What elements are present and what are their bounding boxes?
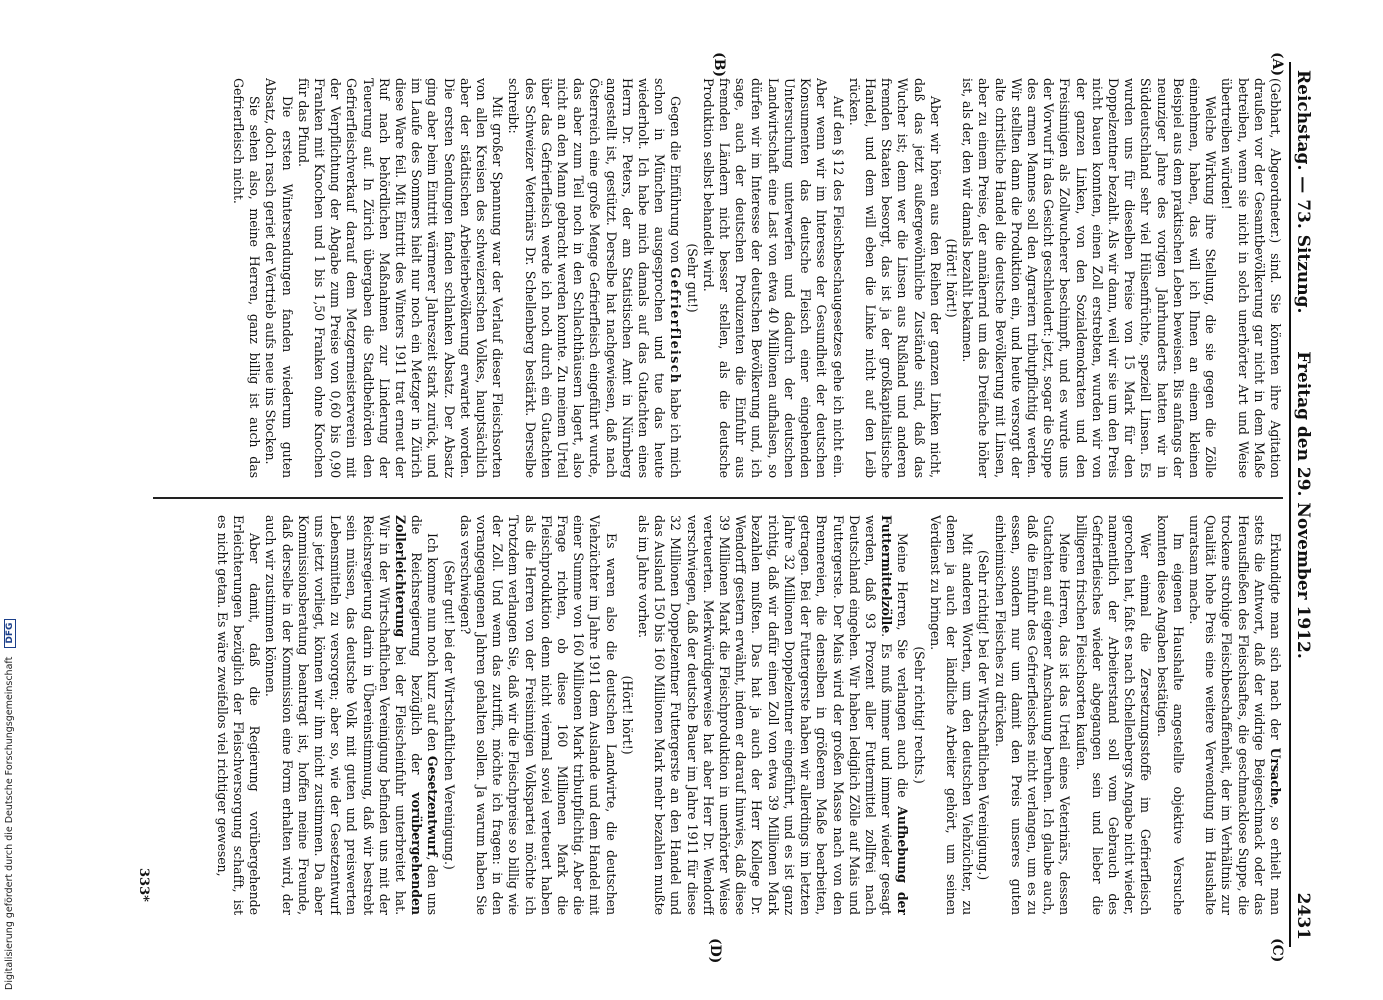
paragraph: Es waren also die deutschen Landwirte, die deutschen Viehzüchter im Jahre 1911 dem Auslande und dem Handel mit einer Summe von 160 Millionen Mark tributpflichtig. Aber die Frage richten, ob diese 160 Millionen Mark die Fleischproduktion denn nicht viermal soviel verteuert haben als die Herren von der Freisinnigen Volkspartei möchte ich Trotzdem verlangen Sie, daß wir die Fleischpreise so billig wie der Zoll. Und wenn das zutrifft, möchte ich fragen: in den vorangegangenen Jahren gehalten sollen. Ja warum haben Sie das verschwiegen? xyxy=(457,515,619,915)
paragraph: Aber damit, daß die Regierung vorübergehende Erleichterungen bezüglich der Fleischversorgung schafft, ist es nicht getan. Es wäre zweifellos viel richtiger gewesen, xyxy=(214,515,263,915)
paragraph: Mit großer Spannung war der Verlauf dieser Fleischsorten von allen Kreisen des schweizerischen Volkes, hauptsächlich aber der städtischen Arbeiterbevölkerung erwartet worden. Die ersten Sendungen fanden schlanken Absatz. Der Absatz ging aber beim Eintritt wärmerer Jahreszeit stark zurück, und im Laufe des Sommers hielt nur noch ein Metzger in Zürich diese Ware feil. Mit Eintritt des Winters 1911 trat erneut der Ruf nach behördlichen Maßnahmen zur Linderung der Teuerung auf. In Zürich übergaben die Stadtbehörden den Gefrierfleischverkauf darauf dem Metzgermeisterverein mit der Verpflichtung der Abgabe zum Preise von 0,60 bis 0,90 Franken mit Knochen und 1 bis 1,50 Franken ohne Knochen für das Pfund. xyxy=(295,78,506,478)
digitization-credit xyxy=(4,0,16,990)
interjection: (Hört! hört!) xyxy=(943,238,959,318)
margin-marker-a: (A) xyxy=(1269,52,1285,77)
margin-marker-b: (B) xyxy=(711,52,727,78)
header-center: Freitag den 29. November 1912. xyxy=(1293,351,1313,659)
header-left: Reichstag. — 73. Sitzung. xyxy=(1293,70,1313,314)
margin-marker-c: (C) xyxy=(1269,938,1285,963)
paragraph: Meine Herren, Sie verlangen auch die Aufhebung der Futtermittelzölle. Es muß immer und immer wieder gesagt werden, daß 93 Prozent aller Futtermittel zollfrei nach Deutschland eingehen. Wir haben lediglich Zölle auf Mais und Futtergerste. Der Mais wird der großen Masse nach von den Brennereien, die denselben in größerem Maße bearbeiten, getragen. Bei der Futtergerste haben wir allerdings im letzten Jahre 32 Millionen Doppelzentner eingeführt, und es ist ganz richtig, daß wir dafür einen Zoll von etwa 39 Millionen Mark bezahlen mußten. Das hat ja auch der Herr Kollege Dr. Wendorff gestern erwähnt, indem er darauf hinwies, daß diese 39 Millionen Mark die Fleischproduktion in unerhörter Weise verteuerten. Merkwürdigerweise hat aber Herr Dr. Wendorff verschwiegen, daß der deutsche Bauer im Jahre 1911 für diese 32 Millionen Doppelzentner Futtergerste an den Handel und das Ausland 150 bis 160 Millionen Mark mehr bezahlen mußte als im Jahre vorher. xyxy=(636,515,911,915)
interjection: (Sehr gut! bei der Wirtschaftlichen Vereinigung.) xyxy=(441,560,457,870)
paragraph: Mit anderen Worten, um den deutschen Viehzüchter, zu denen ja auch der ländliche Arbeiter gehört, um seinen Verdienst zu bringen. xyxy=(927,515,976,915)
left-column xyxy=(153,78,1283,478)
paragraph: Wer einmal die Zersetzungsstoffe im Gefrierfleisch gerochen hat, faßt es nach Schellenbergs Angabe nicht wieder, namentlich der Arbeiterstand soll vom Gebrauch des Gefrierfleisches wieder abgegangen sein und lieber die billigeren frischen Fleischsorten kaufen. xyxy=(1073,515,1154,915)
paragraph: Sie sehen also, meine Herren, ganz billig ist auch das Gefrierfleisch nicht. xyxy=(231,78,263,478)
paragraph: Auf den § 12 des Fleischbeschaugesetzes gehe ich nicht ein. Aber wenn wir im Interesse der Gesundheit der deutschen Konsumenten das deutsche Fleisch einer eingehenden Untersuchung unterwerfen und dadurch der deutschen Landwirtschaft eine Last von etwa 40 Millionen aufhalsen, so dürfen wir im Interesse der deutschen Bevölkerung und, ich sage, auch der deutschen Produzenten die Einfuhr aus fremden Ländern nicht besser stellen, als die deutsche Produktion selbst behandelt wird. xyxy=(700,78,846,478)
interjection: (Sehr richtig! bei der Wirtschaftlichen Vereinigung.) xyxy=(976,549,992,881)
credit-text: Digitalisierung gefördert durch die Deutsche Forschungsgemeinschaft xyxy=(4,656,15,990)
interjection: (Sehr richtig! rechts.) xyxy=(911,646,927,784)
interjection: (Sehr gut!) xyxy=(684,243,700,313)
signature-mark: 333* xyxy=(136,868,151,902)
paragraph: Meine Herren, das ist das Urteil eines Veterinärs, dessen Gutachten auf eigener Anschauung beruhen. Ich glaube auch, daß die Einfuhr des Gefrierfleisches nicht verlangen, um es zu essen, sondern nur um damit den Preis unseres guten einheimischen Fleisches zu drücken. xyxy=(992,515,1073,915)
paragraph: Erkundigte man sich nach der Ursache, so erhielt man stets die Antwort, daß der widrige Beigeschmack oder das Herausfließen des Fleischsaftes, die geschmacklose Suppe, die trockene strohige Fleischbeschaffenheit, der im Verhältnis zur Qualität hohe Preis eine weitere Verwendung im Haushalte unratsam mache. xyxy=(1186,515,1283,915)
right-column xyxy=(153,515,1283,915)
dfg-logo: DFG xyxy=(4,619,16,648)
paragraph: Ich komme nun noch kurz auf den Gesetzentwurf, den uns die Reichsregierung bezüglich der vorübergehenden Zollerleichterung bei der Fleischeinfuhr unterbreitet hat. Wir in der Wirtschaftlichen Vereinigung befinden uns mit der Reichsregierung darin in Übereinstimmung, daß wir bestrebt sein müssen, das deutsche Volk mit guten und preiswerten Lebensmitteln zu versorgen; aber so, wie der Gesetzentwurf uns jetzt vorliegt, können wir ihm nicht zustimmen. Da aber Kommissionsberatung beantragt ist, hoffen meine Freunde, daß derselbe in der Kommission eine Form erhalten wird, der auch wir zustimmen können. xyxy=(263,515,441,915)
paragraph: Im eigenen Haushalte angestellte objektive Versuche konnten diese Angaben bestätigen. xyxy=(1154,515,1186,915)
interjection: (Hört! hört!) xyxy=(619,675,635,755)
paragraph: Die ersten Wintersendungen fanden wiederum guten Absatz, doch rasch geriet der Vertrieb aufs neue ins Stocken. xyxy=(263,78,295,478)
header-rule xyxy=(1289,62,1291,947)
paragraph: Aber wir hören aus den Reihen der ganzen Linken nicht, daß das jetzt außergewöhnliche Zustände sind, daß das Wucher ist; denn wer die Linsen aus Rußland und anderen fremden Staaten besorgt, das ist ja der großkapitalistische Handel, und dem will eben die Linke nicht auf den Leib rücken. xyxy=(846,78,943,478)
paragraph: Welche Wirkung ihre Stellung, die sie gegen die Zölle einnehmen, haben, das will ich Ihnen an einem kleinen Beispiel aus dem praktischen Leben beweisen. Bis anfangs der neunziger Jahre des vorigen Jahrhunderts hatten wir in Süddeutschland sehr viel Hülsenfrüchte, speziell Linsen. Es wurden uns für dieselben Preise von 15 Mark für den Doppelzentner bezahlt. Als wir dann, weil wir sie um den Preis nicht bauen konnten, einen Zoll erstrebten, wurden wir von der ganzen Linken, von den Sozialdemokraten und den Freisinnigen als Zollwucherer beschimpft, und es wurde uns der Vorwurf in das Gesicht geschleudert: jetzt, sogar die Suppe des armen Mannes soll den Agrariern tributpflichtig werden. Wir stellten dann die Produktion ein, und heute versorgt der alte christliche Handel die deutsche Bevölkerung mit Linsen, aber zu einem Preise, der annähernd um das Dreifache höher ist, als der, den wir damals bezahlt bekamen. xyxy=(960,78,1219,478)
margin-marker-d: (D) xyxy=(707,938,723,964)
page-header xyxy=(1287,70,1321,940)
paragraph: Gegen die Einführung von Gefrierfleisch habe ich mich schon in München ausgesprochen und tue das heute wiederholt. Ich habe mich damals auf das Gutachten eines Herrn Dr. Peters, der am Statistischen Amt in Nürnberg angestellt ist, gestützt. Derselbe hat nachgewiesen, daß nach Österreich eine große Menge Gefrierfleisch eingeführt wurde, das aber zum Teil noch in den Schlachthäusern lagert, also nicht an den Mann gebracht werden konnte. Zu meinem Urteil über das Gefrierfleisch werde ich noch durch ein Gutachten des Schweizer Veterinärs Dr. Schellenberg bestärkt. Derselbe schreibt: xyxy=(506,78,684,478)
page-number: 2431 xyxy=(1293,892,1313,940)
paragraph: (Gebhart, Abgeordneter.) sind. Sie könnten ihre Agitation draußen vor der Gesamtbevölkerung gar nicht in dem Maße betreiben, wenn sie nicht in solch unerhörter Art und Weise übertreiben würden! xyxy=(1219,78,1283,478)
column-divider xyxy=(153,497,1283,499)
